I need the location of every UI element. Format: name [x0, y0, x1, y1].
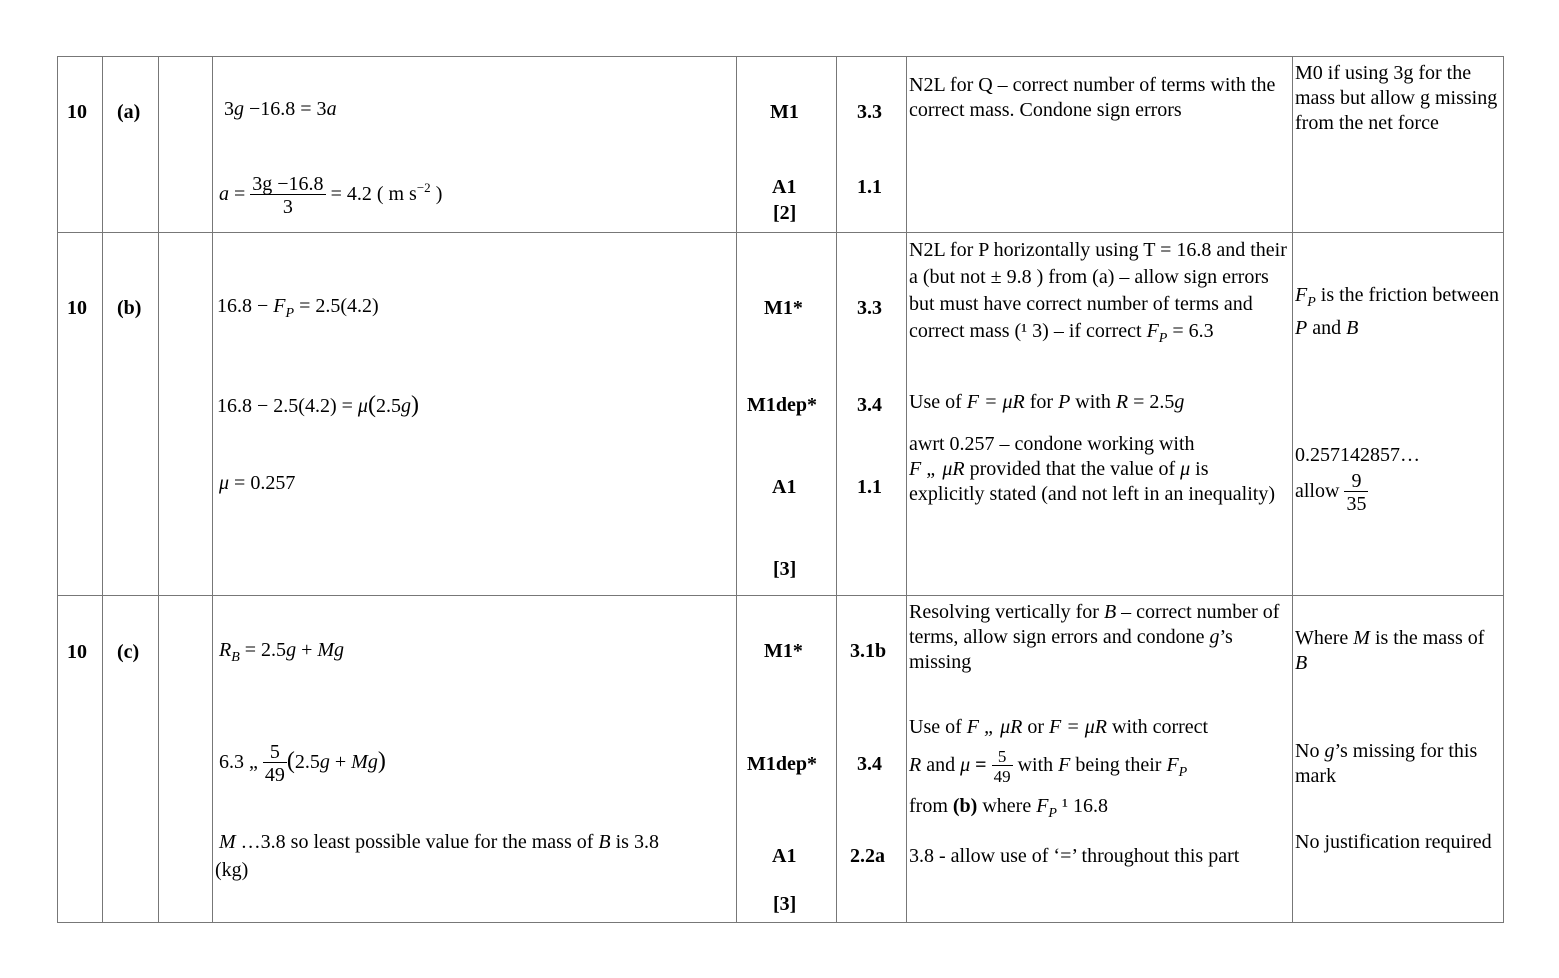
- ao-code: 1.1: [857, 176, 882, 198]
- part-label: (c): [117, 641, 140, 663]
- mark-code: M1dep*: [747, 394, 817, 416]
- guidance-text: 3.8 - allow use of ‘=’ throughout this part: [909, 845, 1240, 867]
- mark-code: M1*: [764, 297, 803, 319]
- fraction: $\frac{3g -16.8}{3}$: [252, 173, 324, 218]
- question-number-cell: [58, 233, 103, 596]
- guidance-text: awrt 0.257 – condone working with F „ μR provided that the value of μ is explicitly stated (and not left in an inequality): [909, 433, 1276, 505]
- mark-code: M1dep*: [747, 753, 817, 775]
- fraction: $\frac{9}{35}$: [1346, 470, 1367, 515]
- marks-cell: [737, 233, 837, 596]
- answer-cell: [213, 57, 737, 233]
- answer-line: M …3.8 so least possible value for the mass of B is 3.8 (kg): [215, 831, 659, 881]
- ao-code: 3.3: [857, 101, 882, 123]
- marks-cell: [737, 57, 837, 233]
- extra-guidance-text: M0 if using 3g for the mass but allow g missing from the net force: [1295, 62, 1498, 134]
- part-cell: [103, 233, 159, 596]
- extra-guidance-text: No g’s missing for this mark: [1295, 740, 1478, 787]
- ao-cell: [837, 233, 907, 596]
- answer-cell: [213, 596, 737, 923]
- extra-guidance-text: Where M is the mass of B: [1295, 627, 1485, 674]
- subpart-cell: [159, 233, 213, 596]
- guidance-text: Use of F „ μR or F = μR with correct R and μ = $\frac{5}{49}$ with F being their $F_P$ from (b) where $F_P$ ¹ 16.8: [909, 716, 1209, 821]
- answer-cell: [213, 233, 737, 596]
- answer-line: 6.3 „ $\frac{5}{49}$ (2.5g + Mg): [219, 741, 386, 786]
- mark-total: [3]: [773, 558, 797, 580]
- mark-code: A1: [772, 845, 797, 867]
- ao-code: 3.4: [857, 394, 882, 416]
- answer-line: 16.8 − 2.5(4.2) = μ(2.5g): [217, 392, 419, 418]
- subpart-cell: [159, 57, 213, 233]
- question-number: 10: [67, 101, 87, 123]
- guidance-cell: [907, 57, 1293, 233]
- guidance-text: Resolving vertically for B – correct number of terms, allow sign errors and condone g’s missing: [909, 601, 1280, 673]
- answer-line: a = $\frac{3g -16.8}{3}$ = 4.2 ( m $s^{-2}$ ): [219, 173, 443, 218]
- guidance-text: N2L for P horizontally using T = 16.8 and their a (but not ± 9.8 ) from (a) – allow sign errors but must have correct number of terms and correct mass (¹ 3) – if correct $F_P = 6.3$: [909, 239, 1287, 346]
- answer-line: 3g −16.8 = 3a: [224, 98, 337, 120]
- exact-value: 0.257142857…: [1295, 444, 1420, 466]
- guidance-text: Use of F = μR for P with R = 2.5g: [909, 391, 1185, 413]
- guidance-cell: [907, 596, 1293, 923]
- part-cell: [103, 57, 159, 233]
- mark-total: [3]: [773, 893, 797, 915]
- ao-cell: [837, 596, 907, 923]
- mark-code: A1: [772, 476, 797, 498]
- ao-code: 2.2a: [850, 845, 885, 867]
- question-number-cell: [58, 596, 103, 923]
- guidance-cell: [907, 233, 1293, 596]
- subpart-cell: [159, 596, 213, 923]
- extra-guidance-cell: [1293, 57, 1504, 233]
- guidance-text: N2L for Q – correct number of terms with the correct mass. Condone sign errors: [909, 74, 1276, 121]
- mark-scheme-table: [57, 56, 1504, 923]
- extra-guidance-cell: [1293, 233, 1504, 596]
- mark-total: [2]: [773, 202, 797, 224]
- marks-cell: [737, 596, 837, 923]
- table-row: [58, 596, 1504, 923]
- mark-code: M1*: [764, 640, 803, 662]
- extra-guidance-text: $F_P$ is the friction between P and B: [1295, 284, 1500, 339]
- extra-guidance-cell: [1293, 596, 1504, 923]
- extra-guidance-text: No justification required: [1295, 831, 1492, 853]
- table-row: [58, 233, 1504, 596]
- mark-code: M1: [770, 101, 799, 123]
- answer-line: μ = 0.257: [219, 472, 296, 494]
- mark-code: A1: [772, 176, 797, 198]
- part-label: (a): [117, 101, 141, 123]
- ao-code: 3.3: [857, 297, 882, 319]
- allow-value: allow $\frac{9}{35}$: [1295, 470, 1367, 515]
- fraction: $\frac{5}{49}$: [264, 741, 285, 786]
- part-cell: [103, 596, 159, 923]
- answer-line: $R_B = 2.5g + Mg$: [219, 639, 345, 665]
- fraction: $\frac{5}{49}$: [993, 746, 1011, 786]
- table-row: [58, 57, 1504, 233]
- question-number: 10: [67, 641, 87, 663]
- question-number-cell: [58, 57, 103, 233]
- ao-code: 3.1b: [850, 640, 887, 662]
- answer-line: $16.8 - F_P = 2.5(4.2)$: [217, 295, 379, 321]
- ao-code: 1.1: [857, 476, 882, 498]
- ao-cell: [837, 57, 907, 233]
- ao-code: 3.4: [857, 753, 882, 775]
- question-number: 10: [67, 297, 87, 319]
- part-label: (b): [117, 297, 142, 319]
